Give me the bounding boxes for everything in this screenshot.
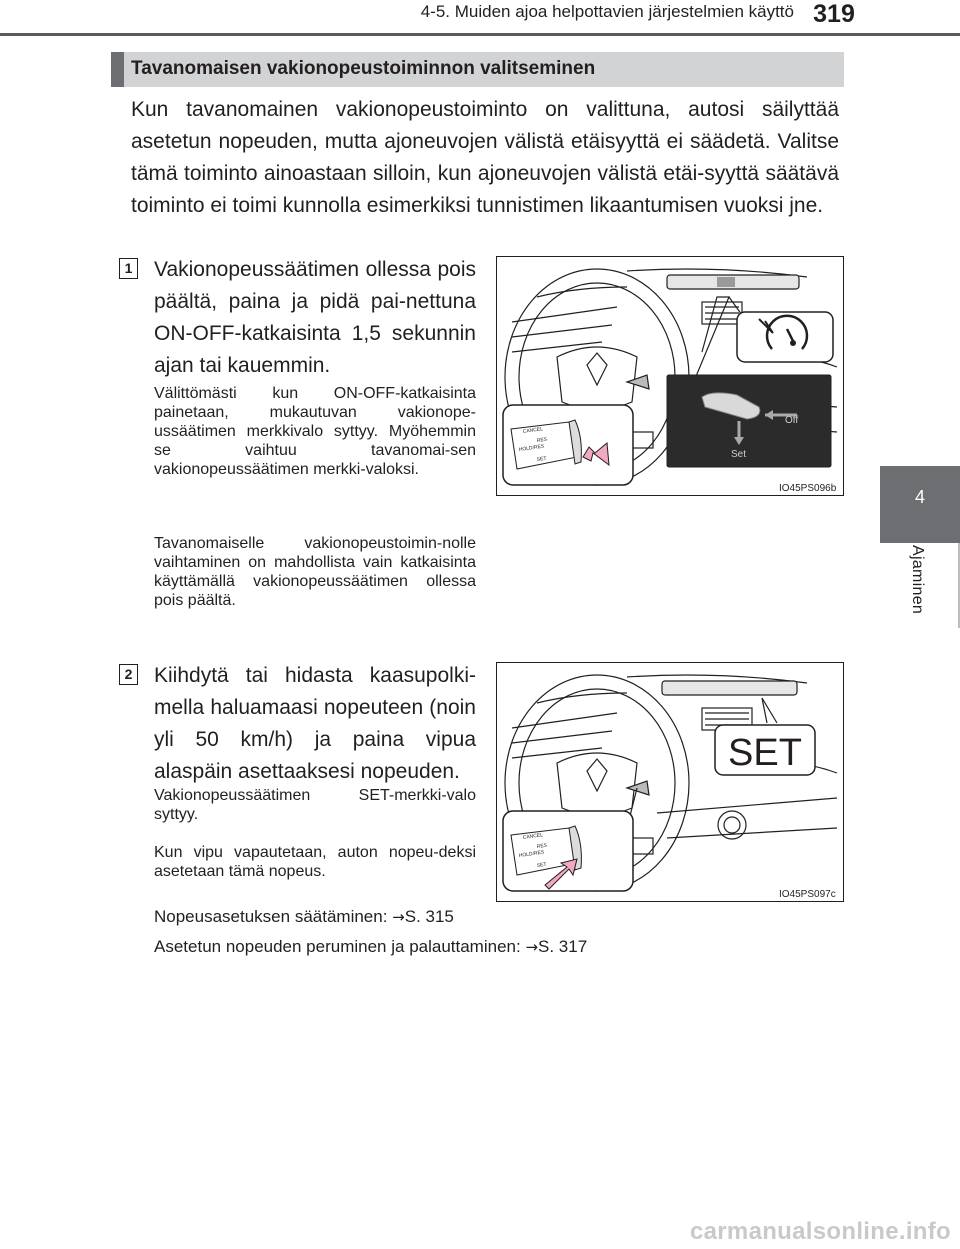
step-1-note-1: Välittömästi kun ON-OFF-katkaisinta painetaan, mukautuvan vakionope-ussäätimen merkkivalo syttyy. Myöhemmin se vaihtuu tavanomai-sen vakionopeussäätimen merkki-valoksi.	[154, 385, 476, 478]
reference-2-text: Asetetun nopeuden peruminen ja palauttaminen:	[154, 937, 526, 956]
step-2-text: Kiihdytä tai hidasta kaasupolki-mella haluamaasi nopeuteen (noin yli 50 km/h) ja paina vipua alaspäin asettaaksesi nopeuden.	[154, 664, 476, 783]
lever2-label-set: SET	[536, 861, 547, 869]
arrow-icon: →	[392, 908, 405, 926]
dashboard-illustration-2	[497, 663, 843, 901]
off-label: Off	[785, 415, 799, 426]
step-number-1: 1	[119, 258, 138, 279]
lever2-label-res: RES	[536, 842, 548, 850]
step-1-note-2: Tavanomaiselle vakionopeustoimin-nolle vaihtaminen on mahdollista vain katkaisinta käyttämällä vakionopeussäätimen ollessa pois päältä.	[154, 535, 476, 609]
running-header-title: 4-5. Muiden ajoa helpottavien järjestelmien käyttö	[420, 2, 794, 21]
figure-set-speed	[496, 662, 844, 902]
lever-label-cancel: CANCEL	[522, 426, 544, 435]
page-number: 319	[813, 0, 855, 28]
reference-1-text: Nopeusasetuksen säätäminen:	[154, 907, 393, 926]
step-number-2: 2	[119, 664, 138, 685]
lever-label-set: SET	[536, 455, 547, 463]
step-1-text: Vakionopeussäätimen ollessa pois päältä, paina ja pidä pai-nettuna ON-OFF-katkaisinta 1,5 sekunnin ajan tai kauemmin.	[154, 258, 476, 377]
watermark: carmanualsonline.info	[690, 1218, 952, 1245]
step-2-note-2: Kun vipu vapautetaan, auton nopeu-deksi asetetaan tämä nopeus.	[154, 844, 476, 880]
reference-1-page[interactable]: S. 315	[404, 907, 454, 926]
reference-adjust-speed	[154, 906, 454, 928]
lever-label-res: RES	[536, 436, 548, 444]
section-heading-accent	[111, 52, 124, 87]
figure-2-code: IO45PS097c	[779, 889, 836, 900]
lever-label-hold: HOLD/RES	[518, 443, 545, 453]
reference-cancel-resume	[154, 936, 587, 958]
chapter-number: 4	[914, 487, 925, 507]
dashboard-illustration-1	[497, 257, 843, 495]
reference-2-page[interactable]: S. 317	[538, 937, 588, 956]
set-label: Set	[731, 449, 747, 460]
set-indicator-label: SET	[728, 732, 802, 774]
arrow-icon: →	[525, 938, 539, 956]
lever2-label-cancel: CANCEL	[522, 832, 544, 841]
step-2-note-1: Vakionopeussäätimen SET-merkki-valo syttyy.	[154, 787, 476, 823]
section-intro: Kun tavanomainen vakionopeustoiminto on valittuna, autosi säilyttää asetetun nopeuden, mutta ajoneuvojen välistä etäisyyttä ei säädetä. Valitse tämä toiminto ainoastaan silloin, kun ajoneuvojen välistä etäi-syyttä säätävä toiminto ei toimi kunnolla esimerkiksi tunnistimen likaantumisen vuoksi jne.	[131, 98, 839, 217]
header-rule	[0, 33, 960, 36]
lever2-label-hold: HOLD/RES	[518, 849, 545, 859]
figure-cruise-on-off	[496, 256, 844, 496]
section-title: Tavanomaisen vakionopeustoiminnon valitseminen	[131, 58, 596, 79]
chapter-label: Ajaminen	[909, 545, 926, 615]
figure-1-code: IO45PS096b	[779, 483, 837, 494]
